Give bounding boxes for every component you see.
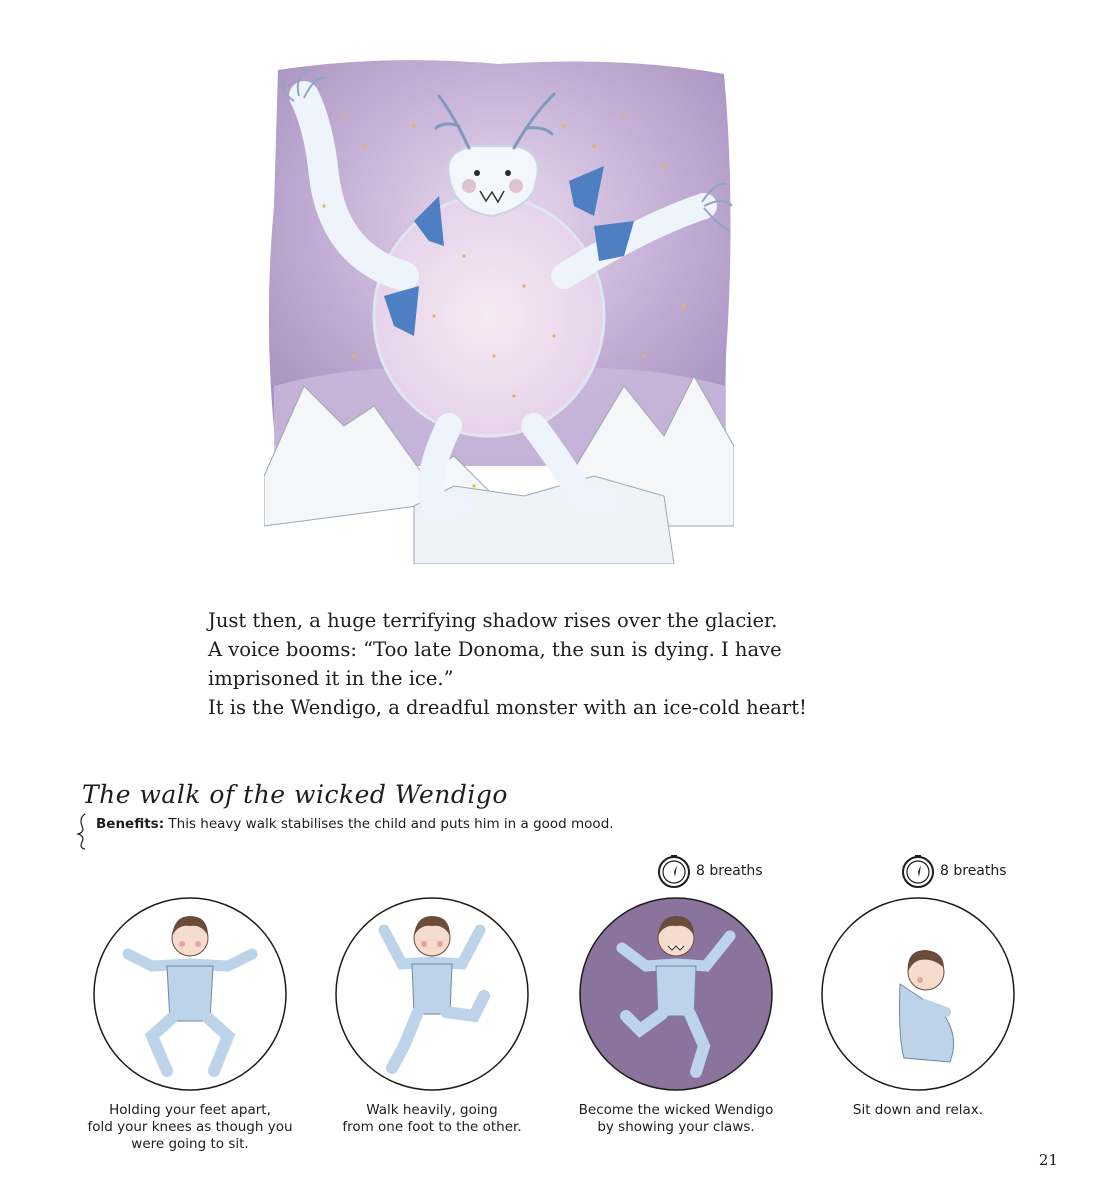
step-1-caption xyxy=(70,1102,310,1153)
caption-line: by showing your claws. xyxy=(597,1119,755,1135)
benefits-line xyxy=(96,816,614,832)
caption-line: Walk heavily, going xyxy=(366,1102,498,1118)
story-line: imprisoned it in the ice.” xyxy=(208,667,454,690)
caption-line: from one foot to the other. xyxy=(342,1119,522,1135)
timer-step-3 xyxy=(656,853,763,889)
benefits-label: Benefits: xyxy=(96,816,165,832)
caption-line: Holding your feet apart, xyxy=(109,1102,271,1118)
caption-line: Sit down and relax. xyxy=(852,1102,984,1118)
stopwatch-icon xyxy=(656,853,692,889)
stopwatch-icon xyxy=(900,853,936,889)
page-number: 21 xyxy=(1038,1151,1058,1169)
story-line: Just then, a huge terrifying shadow rises over the glacier. xyxy=(208,609,778,632)
story-line: It is the Wendigo, a dreadful monster with an ice-cold heart! xyxy=(208,696,807,719)
caption-line: Become the wicked Wendigo xyxy=(578,1102,774,1118)
story-line: A voice booms: “Too late Donoma, the sun is dying. I have xyxy=(208,638,782,661)
timer-label: 8 breaths xyxy=(696,863,763,879)
timer-label: 8 breaths xyxy=(940,863,1007,879)
step-3-illustration xyxy=(578,896,774,1092)
bracket-decoration xyxy=(76,812,88,850)
exercise-title: The walk of the wicked Wendigo xyxy=(82,780,508,809)
step-3-caption xyxy=(556,1102,796,1136)
step-2-illustration xyxy=(334,896,530,1092)
step-1-illustration xyxy=(92,896,288,1092)
step-4-illustration xyxy=(820,896,1016,1092)
caption-line: were going to sit. xyxy=(131,1136,249,1152)
caption-line: fold your knees as though you xyxy=(87,1119,293,1135)
step-4-caption xyxy=(798,1102,1038,1119)
benefits-text: This heavy walk stabilises the child and puts him in a good mood. xyxy=(164,816,614,832)
step-2-caption xyxy=(312,1102,552,1136)
timer-step-4 xyxy=(900,853,1007,889)
story-text xyxy=(208,606,928,722)
wendigo-illustration xyxy=(264,56,734,564)
